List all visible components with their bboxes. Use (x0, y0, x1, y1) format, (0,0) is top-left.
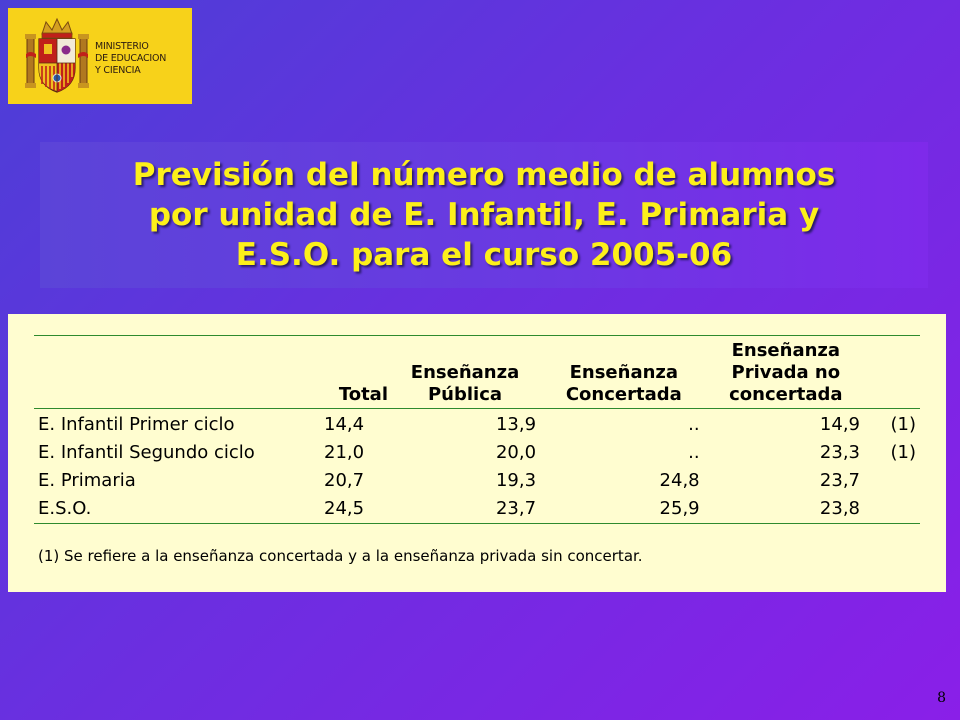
cell-concertada: .. (688, 442, 700, 463)
row-label: E.S.O. (38, 498, 92, 519)
students-per-unit-table (34, 335, 920, 524)
cell-publica: 20,0 (495, 442, 537, 463)
header-publica: Enseñanza Pública (410, 362, 520, 405)
cell-concertada: .. (688, 414, 700, 435)
table-row (34, 467, 920, 495)
table-header-row (34, 336, 920, 409)
cell-total: 20,7 (324, 470, 365, 491)
cell-total: 14,4 (324, 414, 365, 435)
cell-privada: 14,9 (819, 414, 860, 435)
cell-concertada: 24,8 (659, 470, 700, 491)
cell-note (866, 467, 920, 495)
cell-publica: 13,9 (495, 414, 537, 435)
table-row (34, 439, 920, 467)
header-concertada: Enseñanza Concertada (565, 362, 682, 405)
cell-total: 24,5 (324, 498, 365, 519)
table-footnote: (1) Se refiere a la enseñanza concertada y a la enseñanza privada sin concertar. (38, 547, 643, 565)
header-note (866, 336, 920, 409)
table-row (34, 495, 920, 524)
ministry-name: MINISTERIO DE EDUCACION Y CIENCIA (95, 41, 167, 76)
cell-publica: 23,7 (495, 498, 537, 519)
cell-concertada: 25,9 (659, 498, 700, 519)
header-total: Total (338, 384, 388, 405)
table-panel (8, 314, 946, 592)
cell-publica: 19,3 (495, 470, 537, 491)
row-label: E. Infantil Primer ciclo (38, 414, 235, 435)
cell-note: (1) (890, 442, 916, 463)
row-label: E. Infantil Segundo ciclo (38, 442, 255, 463)
header-privada: Enseñanza Privada no concertada (729, 340, 843, 405)
page-title: Previsión del número medio de alumnos por unidad de E. Infantil, E. Primaria y E.S.O. para el curso 2005-06 (132, 157, 836, 273)
title-band (40, 142, 928, 288)
row-label: E. Primaria (38, 470, 136, 491)
table-row (34, 409, 920, 440)
cell-privada: 23,3 (819, 442, 860, 463)
header-label (34, 336, 308, 409)
cell-privada: 23,7 (819, 470, 860, 491)
cell-total: 21,0 (324, 442, 365, 463)
cell-privada: 23,8 (819, 498, 860, 519)
page-number: 8 (937, 690, 946, 706)
cell-note (866, 495, 920, 524)
coat-of-arms-icon (24, 16, 90, 98)
cell-note: (1) (890, 414, 916, 435)
ministry-logo (8, 8, 192, 104)
